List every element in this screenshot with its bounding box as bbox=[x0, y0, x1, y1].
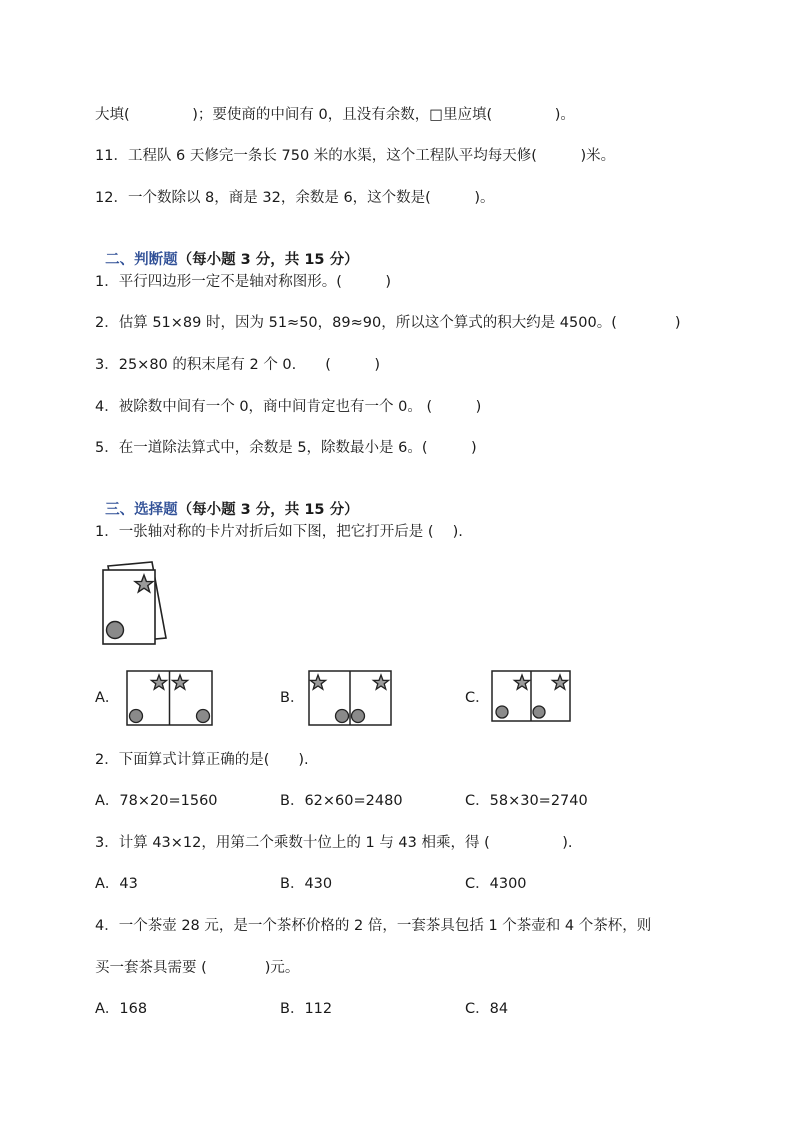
choice-3-option-b: B．430 bbox=[280, 876, 333, 892]
section-3-heading bbox=[95, 480, 359, 520]
option-a-figure bbox=[126, 670, 213, 726]
choice-4-line-2: 买一套茶具需要 ( )元。 bbox=[95, 960, 300, 976]
section-2-title: 二、判断题 bbox=[105, 252, 178, 268]
section-2-note: （每小题 3 分，共 15 分） bbox=[177, 252, 359, 268]
section-3-note: （每小题 3 分，共 15 分） bbox=[177, 502, 359, 518]
choice-3-option-c: C．4300 bbox=[465, 876, 527, 892]
choice-2-option-b: B．62×60=2480 bbox=[280, 793, 403, 809]
option-b-label: B． bbox=[280, 690, 305, 706]
choice-4-option-b: B．112 bbox=[280, 1001, 333, 1017]
circle-icon bbox=[533, 706, 545, 718]
choice-1: 1．一张轴对称的卡片对折后如下图，把它打开后是 ( ). bbox=[95, 524, 463, 540]
question-line-fill: 大填( )；要使商的中间有 0，且没有余数，□里应填( )。 bbox=[95, 107, 575, 123]
circle-icon bbox=[336, 710, 349, 723]
circle-icon bbox=[107, 622, 124, 639]
judge-2: 2．估算 51×89 时，因为 51≈50，89≈90，所以这个算式的积大约是 4500。( ) bbox=[95, 315, 681, 331]
option-b-figure bbox=[308, 670, 392, 726]
circle-icon bbox=[197, 710, 210, 723]
question-11: 11．工程队 6 天修完一条长 750 米的水渠，这个工程队平均每天修( )米。 bbox=[95, 148, 616, 164]
circle-icon bbox=[496, 706, 508, 718]
judge-3: 3．25×80 的积末尾有 2 个 0. ( ) bbox=[95, 357, 381, 373]
choice-4-line-1: 4．一个茶壶 28 元，是一个茶杯价格的 2 倍，一套茶具包括 1 个茶壶和 4 个茶杯，则 bbox=[95, 918, 652, 934]
choice-4-option-a: A．168 bbox=[95, 1001, 148, 1017]
circle-icon bbox=[352, 710, 365, 723]
section-3-title: 三、选择题 bbox=[105, 502, 178, 518]
option-a-label: A． bbox=[95, 690, 120, 706]
option-c-figure bbox=[491, 670, 571, 722]
judge-1: 1．平行四边形一定不是轴对称图形。( ) bbox=[95, 274, 392, 290]
option-c-label: C． bbox=[465, 690, 490, 706]
choice-2-option-c: C．58×30=2740 bbox=[465, 793, 588, 809]
choice-2: 2．下面算式计算正确的是( ). bbox=[95, 752, 309, 768]
question-12: 12．一个数除以 8，商是 32，余数是 6，这个数是( )。 bbox=[95, 190, 495, 206]
choice-4-option-c: C．84 bbox=[465, 1001, 509, 1017]
choice-3-option-a: A．43 bbox=[95, 876, 138, 892]
folded-card-figure bbox=[100, 562, 170, 647]
judge-4: 4．被除数中间有一个 0，商中间肯定也有一个 0。 ( ) bbox=[95, 399, 482, 415]
circle-icon bbox=[130, 710, 143, 723]
choice-3: 3．计算 43×12，用第二个乘数十位上的 1 与 43 相乘，得 ( ). bbox=[95, 835, 573, 851]
section-2-heading bbox=[95, 230, 359, 270]
judge-5: 5．在一道除法算式中，余数是 5，除数最小是 6。( ) bbox=[95, 440, 477, 456]
choice-2-option-a: A．78×20=1560 bbox=[95, 793, 218, 809]
